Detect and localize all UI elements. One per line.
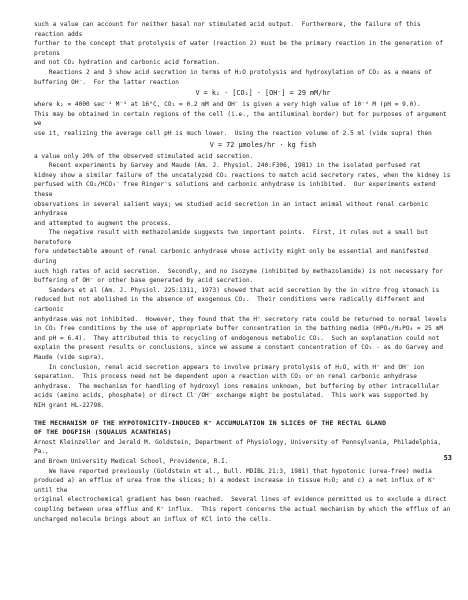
text-line: in CO₂ free conditions by the use of appropriate buffer concentration in the bathing media (HPO₄/H₂PO₄ = 25 mM (34, 325, 444, 333)
text-line: where k₂ = 4000 sec⁻¹ M⁻¹ at 16°C, CO₂ = 0.2 mM and OH⁻ is given a very high value of 10⁻⁵ M (pH = 9.0). (34, 101, 421, 109)
text-line: In conclusion, renal acid secretion appears to involve primary protolysis of H₂O, with H⁺ and OH⁻ ion (34, 363, 425, 371)
text-line: We have reported previously (Goldstein et al., Bull. MDIBL 21:3, 1981) that hypotonic (urea-free) media (34, 467, 432, 475)
equation-reaction-rate: V = k₂ · [CO₂] · [OH⁻] = 29 mM/hr (195, 89, 331, 98)
text-line: fore undetectable amount of renal carbonic anhydrase whose activity might only be essential and manifested during (34, 248, 432, 266)
text-line: such high rates of acid secretion. Secondly, and no isozyme (inhibited by methazolamide) is not necessary for (34, 267, 444, 275)
text-line: and pH = 6.4). They attributed this to recycling of endogenous metabolic CO₂. Such an explanation could not (34, 334, 440, 342)
text-line: explain the present results or conclusions, since we assume a constant concentration of CO₂ - as do Garvey and (34, 344, 444, 352)
paragraph-block-1 (34, 20, 452, 87)
text-line: coupling between urea efflux and K⁺ influx. This report concerns the actual mechanism by which the efflux of an (34, 505, 451, 513)
text-line: separation. This process need not be dependent upon a reaction with CO₂ or on renal carbonic anhydrase (34, 373, 418, 381)
text-line: Reactions 2 and 3 show acid secretion in terms of H₂O protolysis and hydroxylation of CO₂ as a means of (34, 68, 432, 76)
text-line: observations in several salient ways; we studied acid secretion in an intact animal without renal carbonic anhydrase (34, 200, 432, 218)
section-spacer (34, 411, 452, 415)
text-line: a value only 20% of the observed stimulated acid secretion. (34, 152, 254, 160)
text-line: This may be obtained in certain regions of the cell (i.e., the antiluminal border) but for purposes of argument we (34, 110, 451, 128)
text-line: kidney show a similar failure of the uncatalyzed CO₂ reactions to match acid secretory rates, when the kidney is (34, 171, 451, 179)
text-line: Sanders et al (Am. J. Physiol. 225:1311, 1973) showed that acid secretion by the in vitro frog stomach is (34, 286, 440, 294)
paragraph-block-2 (34, 100, 452, 138)
title-line: OF THE DOGFISH (SQUALUS ACANTHIAS) (34, 428, 172, 437)
text-line: and not CO₂ hydration and carbonic acid formation. (34, 59, 220, 67)
text-line: perfused with CO₂/HCO₃⁻ free Ringer's solutions and carbonic anhydrase is inhibited. Our experiments extend these (34, 181, 440, 198)
text-line: further to the concept that protolysis of water (reaction 2) must be the primary reaction in the generation of protons (34, 40, 447, 57)
text-line: anhydrase was not inhibited. However, they found that the H⁺ secretory rate could be returned to normal levels (34, 315, 447, 323)
author-line: Arnost Kleinzeller and Jerald M. Goldstein, Department of Physiology, University of Pennsylvania, Philadelphia, Pa., (34, 438, 442, 456)
text-line: reduced but not abolished in the absence of exogenous CO₂. Their conditions were radically different and carbonic (34, 296, 429, 314)
text-line: produced a) an efflux of urea from the slices; b) a modest increase in tissue H₂O; and c) a net influx of K⁺ until the (34, 477, 440, 494)
text-line: acids (amino acids, phosphate) or direct Cl⁻/OH⁻ exchange might be postulated. This work was supported by (34, 392, 429, 400)
equation-volume-rate: V = 72 μmoles/hr · kg fish (209, 140, 317, 149)
text-line: NIH grant HL-22798. (34, 401, 105, 409)
text-line: original electrochemical gradient has been reached. Several lines of evidence permitted us to exclude a direct (34, 496, 447, 504)
text-line: The negative result with methazolamide suggests two important points. First, it rules out a small but heretofore (34, 229, 432, 246)
text-line: uncharged molecule brings about an influx of KCl into the cells. (34, 515, 272, 523)
title-line: THE MECHANISM OF THE HYPOTONICITY-INDUCED K⁺ ACCUMULATION IN SLICES OF THE RECTAL GLAND (34, 418, 387, 427)
paragraph-block-4 (34, 467, 452, 525)
author-line: and Brown University Medical School, Providence, R.I. (34, 457, 229, 465)
paragraph-block-3 (34, 152, 452, 411)
text-line: such a value can account for neither basal nor stimulated acid output. Furthermore, the failure of this reaction adds (34, 21, 425, 38)
document-body (34, 20, 452, 524)
text-line: Recent experiments by Garvey and Maude (Am. J. Physiol. 240:F306, 1981) in the isolated perfused rat (34, 162, 421, 170)
text-line: and attempted to augment the process. (34, 219, 172, 227)
text-line: anhydrase. The mechanism for handling of hydroxyl ions remains unknown, but buffering by other intracellular (34, 382, 440, 390)
text-line: buffering OH⁻. For the latter reaction (34, 78, 180, 86)
text-line: buffering of OH⁻ or other base generated by acid secretion. (34, 277, 254, 285)
text-line: use it, realizing the average cell pH is much lower. Using the reaction volume of 2.5 ml (vide supra) then (34, 129, 432, 137)
abstract-title (34, 419, 452, 438)
abstract-authors (34, 438, 452, 467)
page-number: 53 (443, 454, 452, 462)
text-line: Maude (vide supra). (34, 354, 105, 361)
